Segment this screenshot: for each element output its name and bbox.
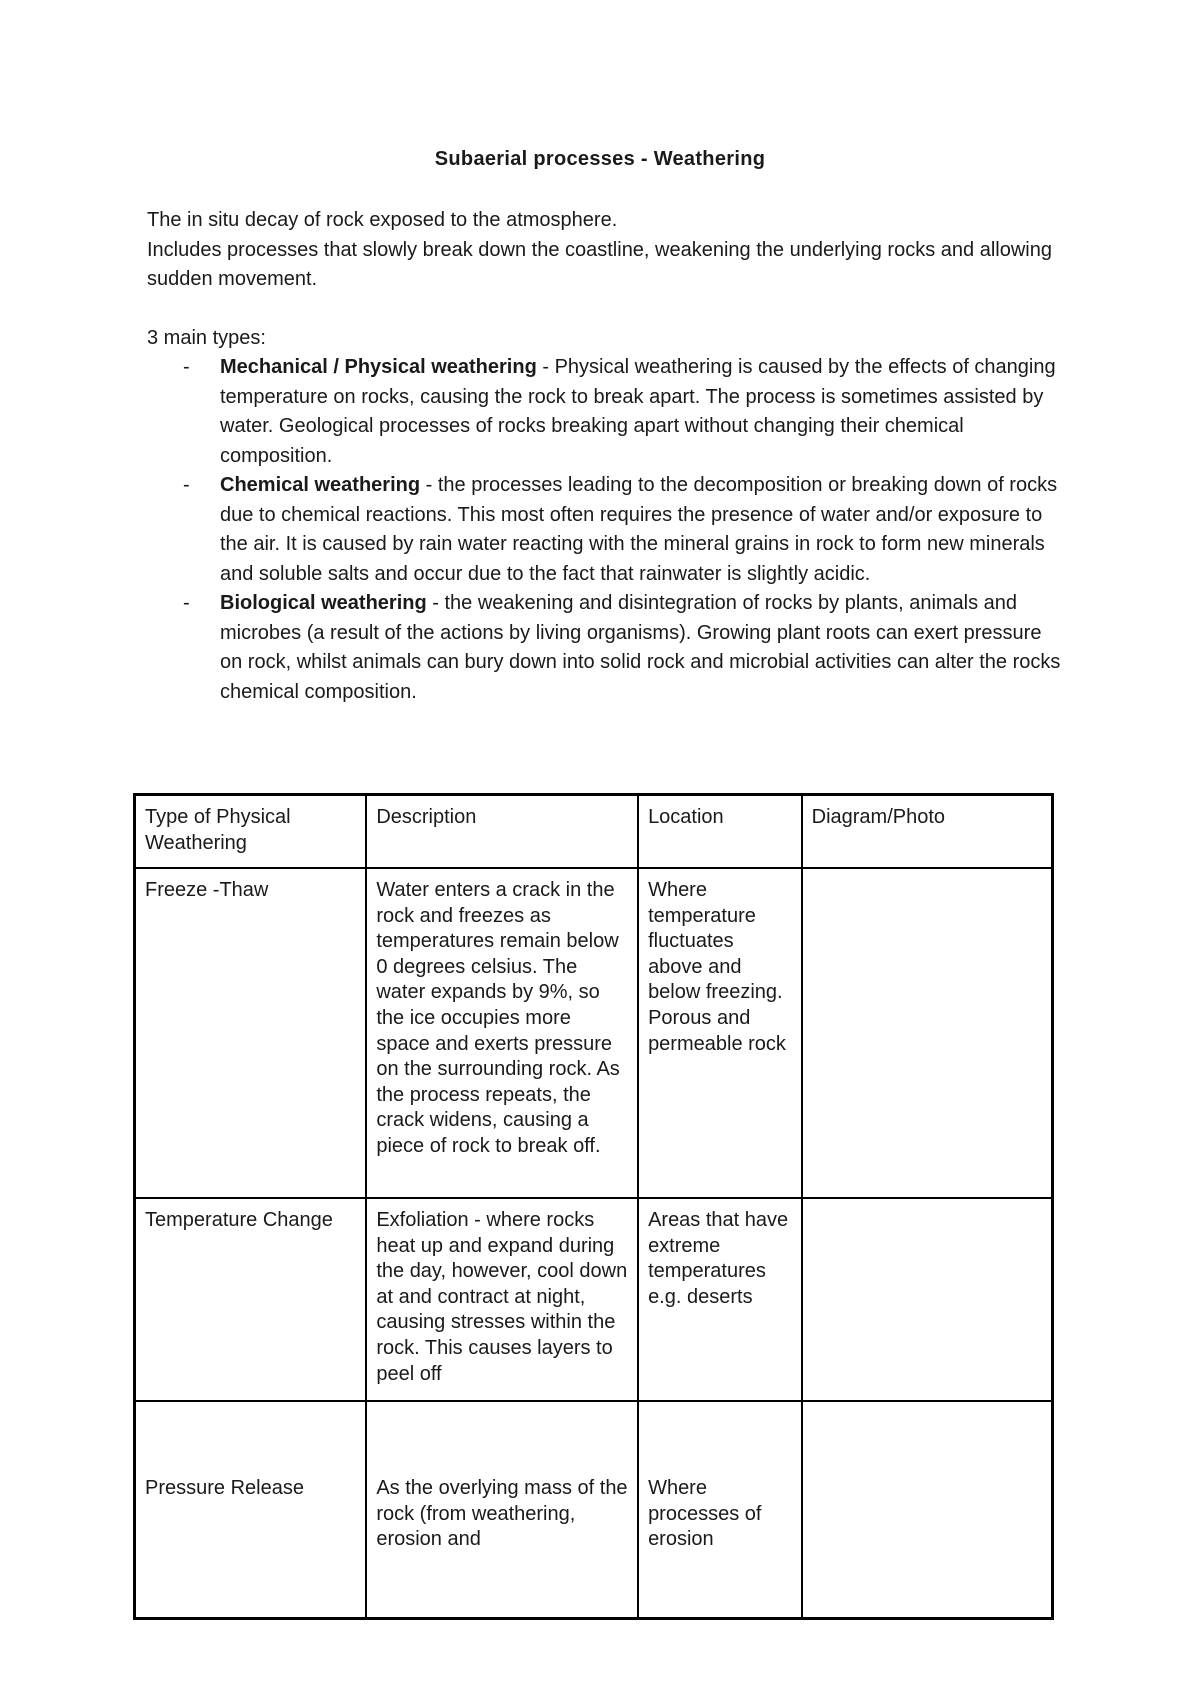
header-type: Type of Physical Weathering [135,795,367,869]
list-dash: - [183,474,190,496]
page-title: Subaerial processes - Weathering [434,148,766,170]
cell-location: Where processes of erosion [638,1401,802,1619]
cell-description: Exfoliation - where rocks heat up and expand during the day, however, cool down at and contract at night, causing stresses within the rock. This causes layers to peel off [366,1198,638,1401]
cell-type: Pressure Release [135,1401,367,1619]
cell-type: Temperature Change [135,1198,367,1401]
type-description-biological: - the weakening and disintegration of rocks by plants, animals and microbes (a result of the actions by living organisms). Growing plant roots can exert pressure on rock, whilst animals can bury down into solid rock and microbial activities can alter the rocks chemical composition. [220,592,1061,703]
type-name-mechanical: Mechanical / Physical weathering [220,356,537,378]
list-item-mechanical [147,353,1067,471]
weathering-types-list [147,353,1067,707]
header-diagram: Diagram/Photo [802,795,1053,869]
cell-diagram [802,868,1053,1198]
physical-weathering-table [133,793,1054,1620]
type-description-mechanical: - Physical weathering is caused by the effects of changing temperature on rocks, causing the rock to break apart. The process is sometimes assisted by water. Geological processes of rocks breaking apart without changing their chemical composition. [220,356,1056,467]
intro-paragraph [147,206,1067,295]
cell-diagram [802,1401,1053,1619]
cell-type: Freeze -Thaw [135,868,367,1198]
list-item-chemical [147,471,1067,589]
cell-description: As the overlying mass of the rock (from weathering, erosion and [366,1401,638,1619]
type-description-chemical: - the processes leading to the decomposition or breaking down of rocks due to chemical reactions. This most often requires the presence of water and/or exposure to the air. It is caused by rain water reacting with the mineral grains in rock to form new minerals and soluble salts and occur due to the fact that rainwater is slightly acidic. [220,474,1058,585]
header-description: Description [366,795,638,869]
table-header-row [135,795,1053,869]
cell-diagram [802,1198,1053,1401]
cell-location: Where temperature fluctuates above and below freezing. Porous and permeable rock [638,868,802,1198]
type-name-chemical: Chemical weathering [220,474,421,496]
table-row [135,868,1053,1198]
intro-line-definition: The in situ decay of rock exposed to the atmosphere. [147,209,618,231]
list-dash: - [183,592,190,614]
types-label: 3 main types: [147,327,266,349]
table-row [135,1401,1053,1619]
list-item-biological [147,589,1067,707]
cell-location: Areas that have extreme temperatures e.g. deserts [638,1198,802,1401]
table-row [135,1198,1053,1401]
list-dash: - [183,356,190,378]
intro-line-processes: Includes processes that slowly break down the coastline, weakening the underlying rocks and allowing sudden movement. [147,238,1052,290]
cell-description: Water enters a crack in the rock and freezes as temperatures remain below 0 degrees celsius. The water expands by 9%, so the ice occupies more space and exerts pressure on the surrounding rock. As the process repeats, the crack widens, causing a piece of rock to break off. [366,868,638,1198]
header-location: Location [638,795,802,869]
type-name-biological: Biological weathering [220,592,427,614]
